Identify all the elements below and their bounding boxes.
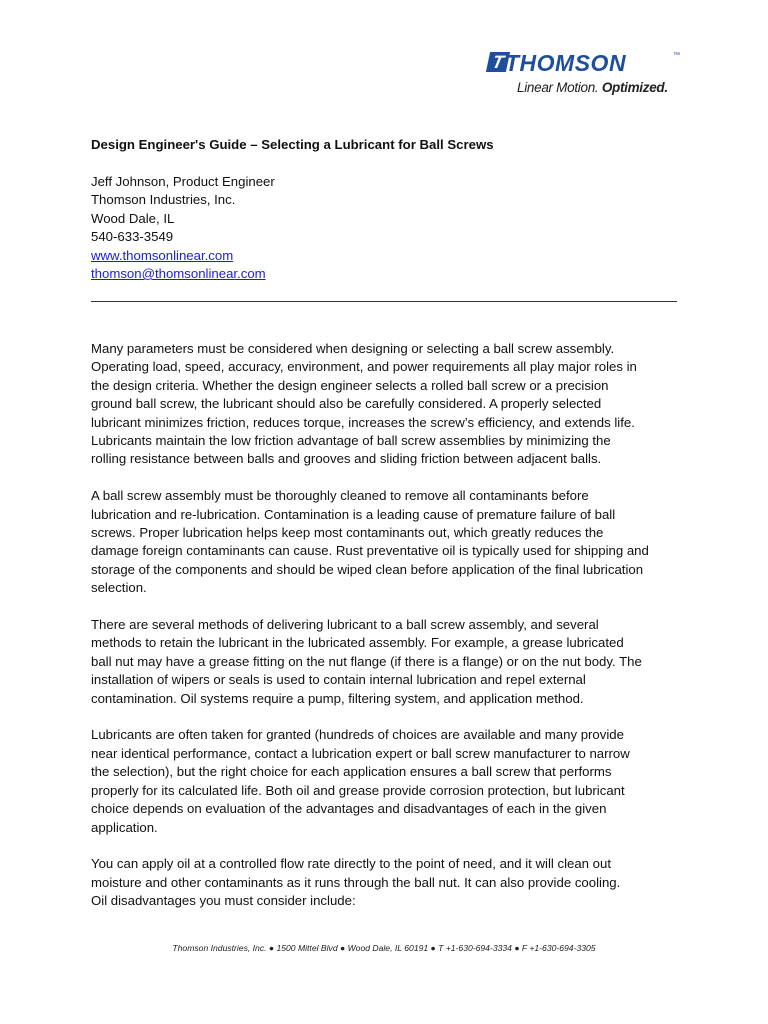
paragraph-line: damage foreign contaminants can cause. Rust preventative oil is typically used for shipping and <box>91 543 649 559</box>
paragraph-line: You can apply oil at a controlled flow rate directly to the point of need, and it will clean out <box>91 856 612 872</box>
paragraph-line: storage of the components and should be wiped clean before application of the final lubrication <box>91 561 644 577</box>
paragraph-line: the selection), but the right choice for each application ensures a ball screw that performs <box>91 764 612 780</box>
paragraph-line: Operating load, speed, accuracy, environment, and power requirements all play major roles in <box>91 359 637 375</box>
contact-phone: 540-633-3549 <box>91 229 174 245</box>
paragraph-line: lubrication and re-lubrication. Contamination is a leading cause of premature failure of ball <box>91 506 616 522</box>
paragraph-line: screws. Proper lubrication helps keep most contaminants out, which greatly reduces the <box>91 525 604 541</box>
contact-location: Wood Dale, IL <box>91 210 175 226</box>
paragraph-line: ground ball screw, the lubricant should also be carefully considered. A properly selected <box>91 396 602 412</box>
paragraph-line: There are several methods of delivering lubricant to a ball screw assembly, and several <box>91 617 599 633</box>
body-paragraph <box>91 855 691 910</box>
logo-tagline <box>517 80 668 95</box>
email-link[interactable]: thomson@thomsonlinear.com <box>91 266 266 282</box>
paragraph-line: contamination. Oil systems require a pump, filtering system, and application method. <box>91 690 584 706</box>
paragraph-line: Many parameters must be considered when designing or selecting a ball screw assembly. <box>91 341 615 356</box>
paragraph-line: lubricant minimizes friction, reduces torque, increases the screw’s efficiency, and extends life. <box>91 414 635 430</box>
body-paragraph <box>91 726 691 836</box>
body-paragraph <box>91 616 691 708</box>
document-title: Design Engineer's Guide – Selecting a Lubricant for Ball Screws <box>91 137 494 152</box>
body-paragraph <box>91 487 691 597</box>
paragraph-line: near identical performance, contact a lubrication expert or ball screw manufacturer to narrow <box>91 745 630 761</box>
paragraph-line: selection. <box>91 580 147 596</box>
paragraph-line: choice depends on evaluation of the advantages and disadvantages of each in the given <box>91 801 607 817</box>
paragraph-line: moisture and other contaminants as it runs through the ball nut. It can also provide cooling. <box>91 874 621 890</box>
logo-wordmark: THOMSON <box>505 50 627 76</box>
tagline-regular: Linear Motion. <box>517 80 599 95</box>
paragraph-line: Lubricants are often taken for granted (hundreds of choices are available and many provide <box>91 727 624 743</box>
paragraph-line: properly for its calculated life. Both oil and grease provide corrosion protection, but lubricant <box>91 782 625 798</box>
paragraph-line: ball nut may have a grease fitting on the nut flange (if there is a flange) or on the nut body. The <box>91 653 642 669</box>
document-body <box>91 340 691 929</box>
paragraph-line: Lubricants maintain the low friction advantage of ball screw assemblies by minimizing the <box>91 433 611 449</box>
body-paragraph <box>91 340 691 469</box>
paragraph-line: A ball screw assembly must be thoroughly cleaned to remove all contaminants before <box>91 488 589 504</box>
logo-mark-icon: T <box>486 52 510 72</box>
contact-block <box>91 173 275 283</box>
logo-trademark: ™ <box>673 52 680 59</box>
contact-company: Thomson Industries, Inc. <box>91 192 236 208</box>
paragraph-line: Oil disadvantages you must consider include: <box>91 893 356 909</box>
horizontal-divider <box>91 301 677 302</box>
thomson-logo <box>488 50 680 96</box>
tagline-bold: Optimized. <box>601 80 668 95</box>
paragraph-line: the design criteria. Whether the design engineer selects a rolled ball screw or a precision <box>91 377 609 393</box>
website-link[interactable]: www.thomsonlinear.com <box>91 247 234 263</box>
paragraph-line: methods to retain the lubricant in the lubricated assembly. For example, a grease lubricated <box>91 635 624 651</box>
paragraph-line: installation of wipers or seals is used to contain internal lubrication and repel external <box>91 672 586 688</box>
paragraph-line: application. <box>91 819 158 835</box>
contact-name: Jeff Johnson, Product Engineer <box>91 174 275 189</box>
paragraph-line: rolling resistance between balls and grooves and sliding friction between adjacent balls. <box>91 451 602 467</box>
page-footer: Thomson Industries, Inc. ● 1500 Mittel Blvd ● Wood Dale, IL 60191 ● T +1-630-694-3334 ● F +1-630-694-3305 <box>172 943 596 953</box>
